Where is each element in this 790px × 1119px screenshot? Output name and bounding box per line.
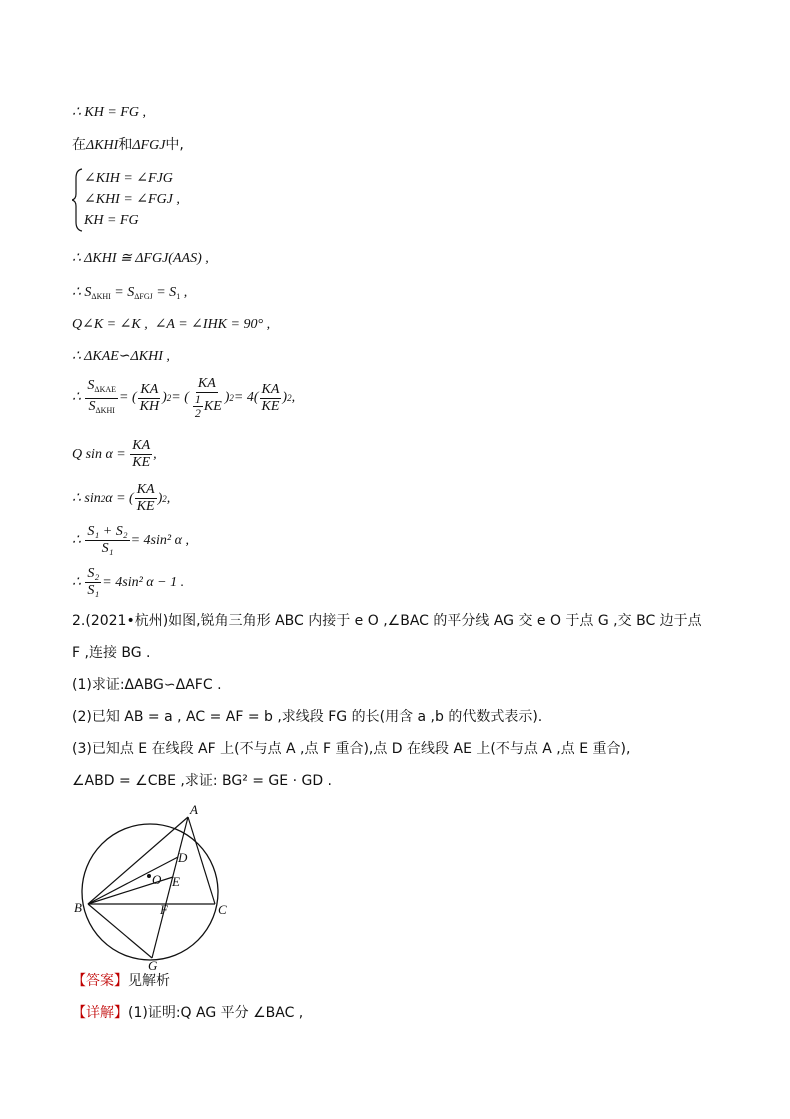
square-2: 2 bbox=[229, 393, 234, 403]
eq-open-3: = 4( bbox=[233, 390, 259, 405]
rhs-11: = 4sin² α , bbox=[130, 532, 189, 548]
eq-open-1: = ( bbox=[119, 390, 137, 405]
label-b: B bbox=[74, 900, 82, 915]
fraction-ka-half-ke: KA $\frac{1}{2}$ KE bbox=[194, 376, 222, 420]
square-1: 2 bbox=[166, 393, 172, 403]
sin2-mid: α = ( bbox=[105, 490, 134, 506]
detail-text: (1)证明:Q AG 平分 ∠BAC , bbox=[128, 1005, 304, 1021]
fraction-s2: $\frac{\text{S₂}}{\text{S₁}}$ bbox=[87, 566, 100, 598]
triangle-fgj: ΔFGJ bbox=[132, 138, 166, 153]
fraction-ka-ke: $\frac{KA}{KE}$ bbox=[261, 381, 280, 414]
sin2-lead: ∴ sin bbox=[72, 490, 101, 506]
fraction-sum: $\frac{\text{S₁ + S₂}}{\text{S₁}}$ bbox=[87, 524, 128, 556]
line-area-equal bbox=[72, 284, 187, 306]
label-g: G bbox=[148, 958, 158, 970]
line-angles bbox=[72, 316, 270, 334]
detail-tag: 【详解】 bbox=[72, 1005, 128, 1021]
therefore-11: ∴ bbox=[72, 532, 81, 548]
therefore-12: ∴ bbox=[72, 574, 81, 590]
question-part-2: (2)已知 AB = a , AC = AF = b ,求线段 FG 的长(用含 a ,b 的代数式表示). bbox=[72, 709, 543, 725]
line-s2-ratio bbox=[72, 566, 184, 599]
question-part-3-line-2: ∠ABD = ∠CBE ,求证: BG² = GE · GD . bbox=[72, 773, 333, 789]
angle-k-equal: Q∠K = ∠K , bbox=[72, 317, 148, 332]
geometry-figure bbox=[72, 800, 232, 970]
system-row-2: ∠KHI = ∠FGJ , bbox=[84, 192, 180, 207]
therefore-8: ∴ bbox=[72, 390, 81, 405]
line-sin-alpha bbox=[72, 438, 157, 471]
paren-close-2: ) bbox=[224, 390, 230, 405]
square-10: 2 bbox=[162, 493, 167, 504]
text-zhong: 中, bbox=[165, 137, 184, 153]
label-a: A bbox=[190, 802, 198, 817]
fraction-ka-kh: $\frac{KA}{KH}$ bbox=[139, 381, 160, 414]
angle-a-90: ∠A = ∠IHK = 90° , bbox=[154, 317, 271, 332]
left-brace bbox=[72, 168, 84, 232]
segment-bd bbox=[88, 857, 178, 904]
fraction-sin2: $\frac{KA}{KE}$ bbox=[136, 482, 155, 514]
segment-ag bbox=[152, 817, 188, 958]
label-c: C bbox=[218, 902, 227, 917]
label-o: O bbox=[152, 872, 162, 887]
line-kh-fg: ∴ KH = FG , bbox=[72, 105, 146, 120]
label-e: E bbox=[172, 874, 180, 889]
system-row-3: KH = FG bbox=[84, 213, 139, 228]
segment-bg bbox=[88, 904, 152, 958]
question-2-line-2: F ,连接 BG . bbox=[72, 645, 151, 661]
area-s-mid: = S bbox=[110, 285, 135, 300]
answer-tag: 【答案】 bbox=[72, 973, 128, 989]
label-f: F bbox=[160, 902, 168, 917]
segment-ab bbox=[88, 817, 188, 904]
line-area-ratio bbox=[72, 376, 295, 420]
line-sin-squared bbox=[72, 482, 170, 515]
area-sub-1: 1 bbox=[176, 292, 181, 301]
sin-alpha-lead: Q sin α = bbox=[72, 446, 126, 462]
area-sub-fgj: ΔFGJ bbox=[134, 292, 153, 301]
triangle-khi: ΔKHI bbox=[86, 138, 119, 153]
equation-system bbox=[72, 168, 180, 237]
num-s: S bbox=[87, 377, 95, 393]
answer-line bbox=[72, 972, 170, 990]
line-in-triangles bbox=[72, 136, 184, 155]
paren-close-10: ) bbox=[157, 490, 163, 506]
answer-text: 见解析 bbox=[128, 973, 170, 989]
rhs-12: = 4sin² α − 1 . bbox=[102, 574, 185, 590]
area-s-tail: = S bbox=[152, 285, 177, 300]
label-d: D bbox=[178, 850, 188, 865]
text-zai: 在 bbox=[72, 137, 86, 153]
area-sub-khi: ΔKHI bbox=[91, 292, 111, 301]
paren-close-1: ) bbox=[162, 390, 167, 405]
text-he: 和 bbox=[118, 137, 133, 153]
area-s-lead: ∴ S bbox=[72, 285, 92, 300]
fraction-sin: $\frac{KA}{KE}$ bbox=[132, 438, 151, 470]
sin2-exp: 2 bbox=[100, 493, 106, 504]
eq-open-2: = ( bbox=[171, 390, 189, 405]
comma-9: , bbox=[153, 446, 157, 462]
num-sub: ΔKAE bbox=[94, 384, 117, 394]
comma-10: , bbox=[166, 490, 171, 506]
fraction-area bbox=[85, 378, 118, 419]
system-row-1: ∠KIH = ∠FJG bbox=[84, 171, 173, 186]
square-3: 2 bbox=[287, 393, 292, 403]
line-congruent: ∴ ΔKHI ≅ ΔFGJ(AAS) , bbox=[72, 251, 209, 266]
area-end: , bbox=[180, 285, 188, 300]
den-sub: ΔKHI bbox=[95, 405, 115, 415]
question-part-3-line-1: (3)已知点 E 在线段 AF 上(不与点 A ,点 F 重合),点 D 在线段 AE 上(不与点 A ,点 E 重合), bbox=[72, 741, 631, 757]
question-2-line-1: 2.(2021•杭州)如图,锐角三角形 ABC 内接于 e O ,∠BAC 的平分线 AG 交 e O 于点 G ,交 BC 边于点 bbox=[72, 613, 702, 629]
line-similar: ∴ ΔKAE∽ΔKHI , bbox=[72, 349, 170, 364]
line-sum-ratio bbox=[72, 524, 189, 557]
paren-close-3: ) bbox=[282, 390, 288, 405]
point-o bbox=[147, 874, 151, 878]
question-part-1: (1)求证:ΔABG∽ΔAFC . bbox=[72, 677, 222, 693]
detail-line bbox=[72, 1004, 303, 1022]
comma-8: , bbox=[291, 390, 296, 405]
den-s: S bbox=[88, 398, 96, 414]
